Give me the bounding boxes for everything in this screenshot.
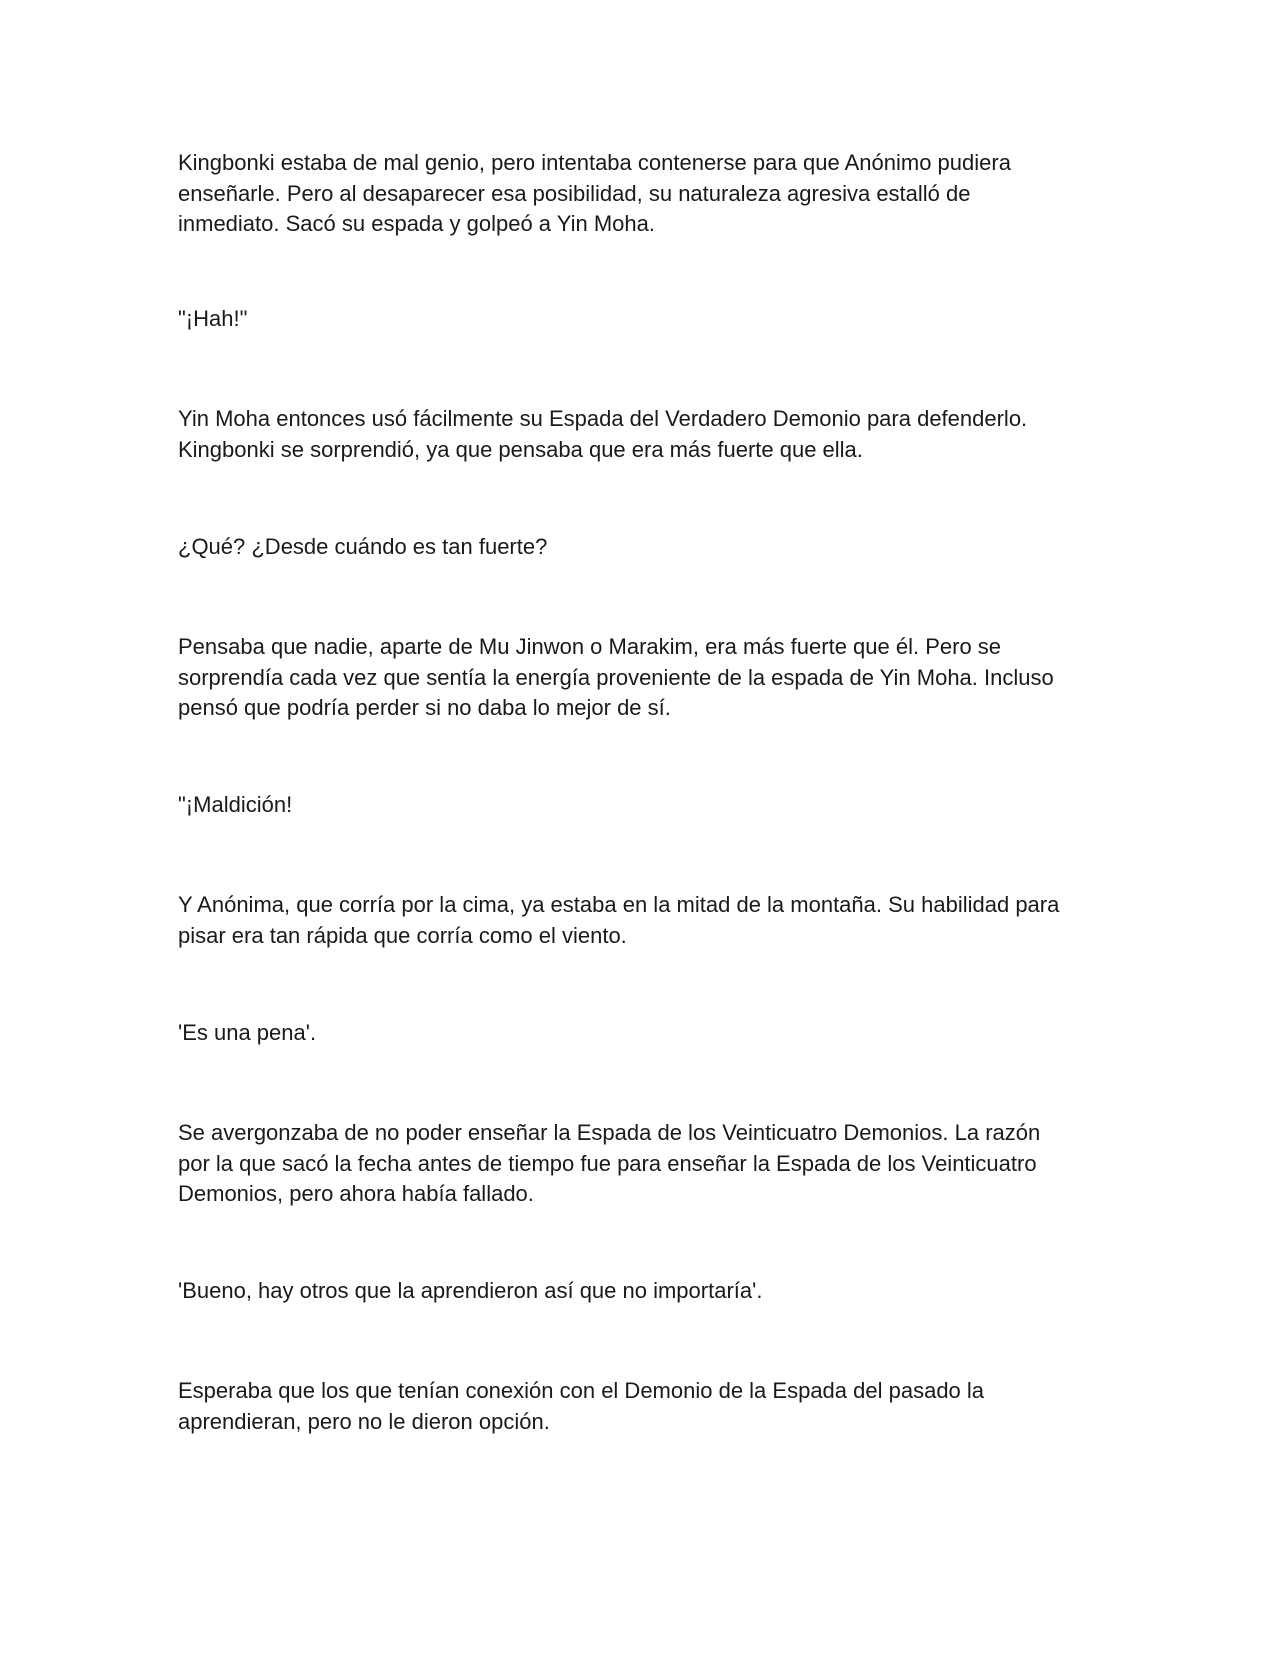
paragraph-9: Se avergonzaba de no poder enseñar la Espada de los Veinticuatro Demonios. La razón por la que sacó la fecha antes de tiempo fue para enseñar la Espada de los Veinticuatro Demonios, pero ahora había fallado. [178, 1120, 1041, 1206]
paragraph-11: Esperaba que los que tenían conexión con el Demonio de la Espada del pasado la aprendieran, pero no le dieron opción. [178, 1378, 985, 1434]
paragraph-2: "¡Hah!" [178, 306, 248, 331]
paragraph-7: Y Anónima, que corría por la cima, ya estaba en la mitad de la montaña. Su habilidad para pisar era tan rápida que corría como el viento. [178, 892, 1060, 948]
paragraph-6: "¡Maldición! [178, 792, 293, 817]
paragraph-4: ¿Qué? ¿Desde cuándo es tan fuerte? [178, 534, 548, 559]
paragraph-10: 'Bueno, hay otros que la aprendieron así que no importaría'. [178, 1278, 763, 1303]
paragraph-3: Yin Moha entonces usó fácilmente su Espada del Verdadero Demonio para defenderlo. Kingbonki se sorprendió, ya que pensaba que era más fuerte que ella. [178, 406, 1028, 462]
paragraph-8: 'Es una pena'. [178, 1020, 317, 1045]
paragraph-1: Kingbonki estaba de mal genio, pero intentaba contenerse para que Anónimo pudiera enseñarle. Pero al desaparecer esa posibilidad, su naturaleza agresiva estalló de inmediato. Sacó su espada y golpeó a Yin Moha. [178, 150, 1011, 236]
paragraph-5: Pensaba que nadie, aparte de Mu Jinwon o Marakim, era más fuerte que él. Pero se sorprendía cada vez que sentía la energía proveniente de la espada de Yin Moha. Incluso pensó que podría perder si no daba lo mejor de sí. [178, 634, 1054, 720]
